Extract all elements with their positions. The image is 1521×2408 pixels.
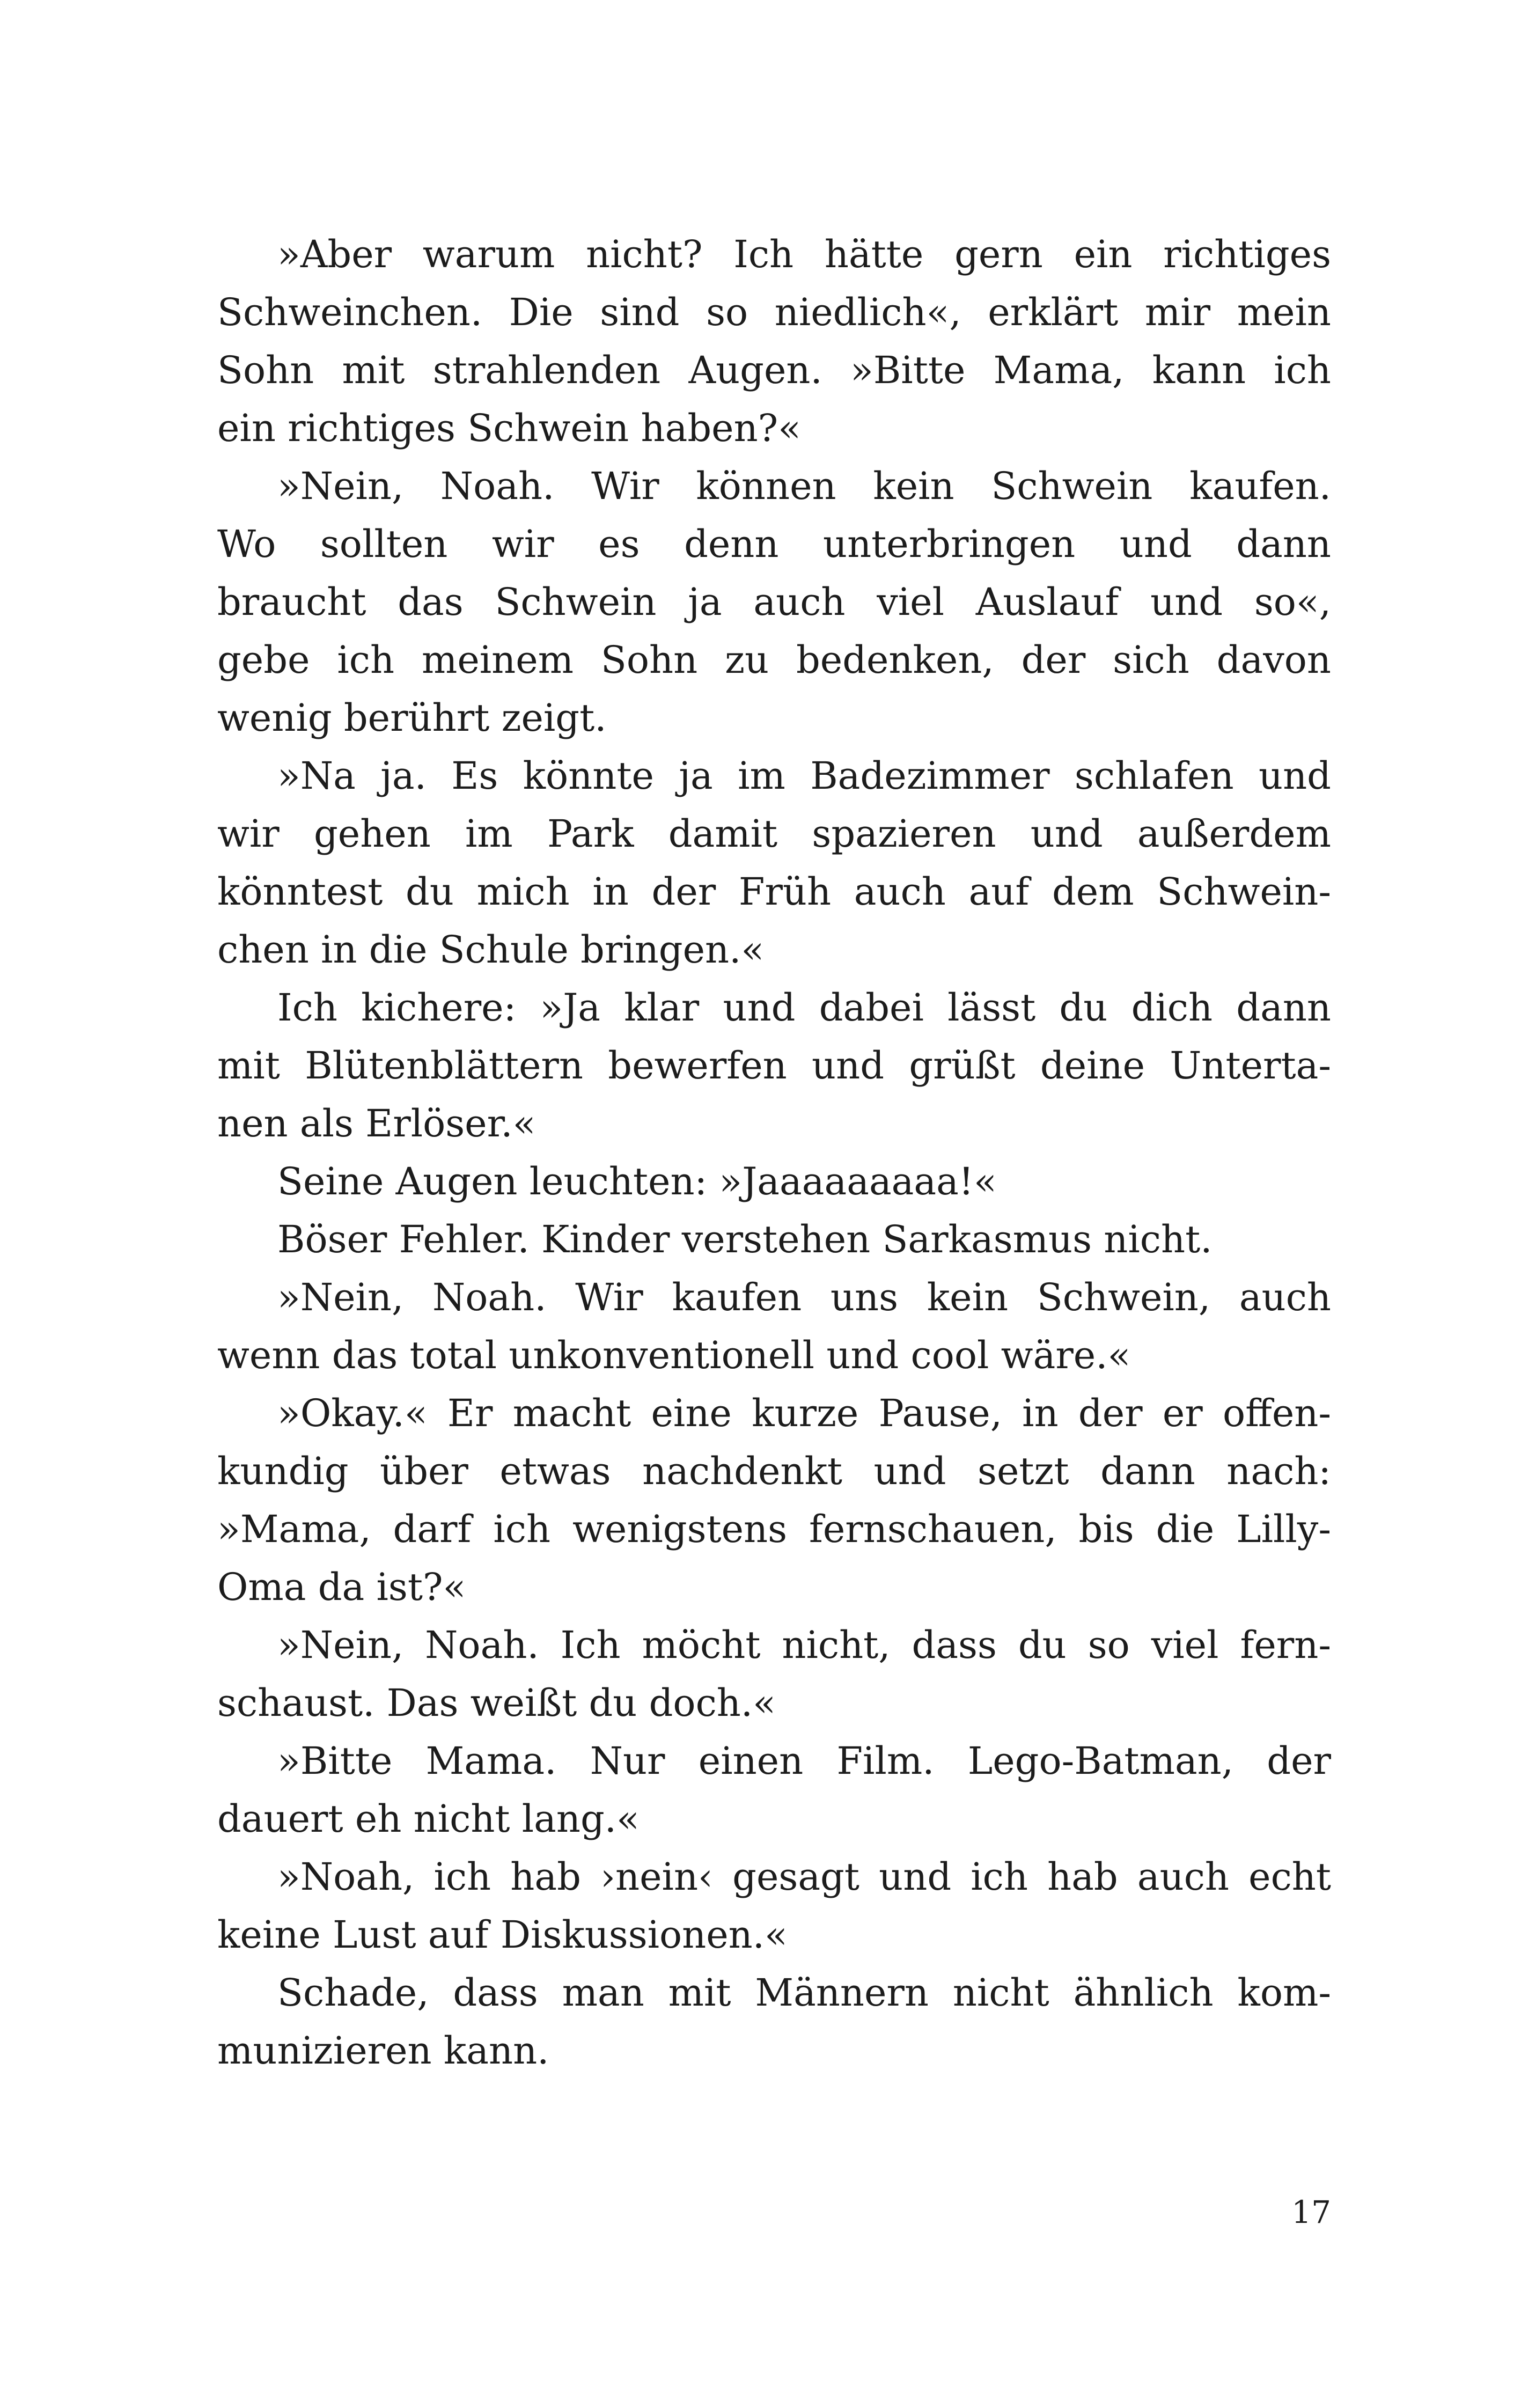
paragraph bbox=[217, 1964, 1331, 2080]
paragraph bbox=[217, 225, 1331, 457]
text-line: »Nein, Noah. Wir können kein Schwein kaufen. bbox=[277, 464, 1331, 508]
page-number: 17 bbox=[1291, 2194, 1331, 2230]
text-line: dauert eh nicht lang.« bbox=[217, 1797, 640, 1841]
paragraph bbox=[217, 1268, 1331, 1384]
text-line: wenn das total unkonventionell und cool wäre.« bbox=[217, 1333, 1131, 1377]
text-line: Ich kichere: »Ja klar und dabei lässt du dich dann bbox=[277, 986, 1331, 1030]
paragraph bbox=[217, 1210, 1331, 1268]
text-line: Seine Augen leuchten: »Jaaaaaaaaa!« bbox=[277, 1159, 997, 1203]
text-line: braucht das Schwein ja auch viel Auslauf und so«, bbox=[217, 580, 1331, 624]
paragraph bbox=[217, 1152, 1331, 1210]
text-line: »Na ja. Es könnte ja im Badezimmer schlafen und bbox=[277, 754, 1331, 798]
text-line: chen in die Schule bringen.« bbox=[217, 928, 765, 972]
text-line: nen als Erlöser.« bbox=[217, 1102, 536, 1146]
text-line: Oma da ist?« bbox=[217, 1565, 466, 1609]
paragraph bbox=[217, 979, 1331, 1152]
text-line: wir gehen im Park damit spazieren und außerdem bbox=[217, 812, 1331, 856]
text-line: schaust. Das weißt du doch.« bbox=[217, 1681, 776, 1725]
text-line: »Bitte Mama. Nur einen Film. Lego-Batman, der bbox=[277, 1739, 1331, 1783]
paragraph bbox=[217, 1732, 1331, 1848]
text-line: »Okay.« Er macht eine kurze Pause, in der er offen- bbox=[277, 1391, 1331, 1435]
text-block bbox=[217, 225, 1331, 2080]
text-line: mit Blütenblättern bewerfen und grüßt deine Unterta- bbox=[217, 1044, 1331, 1088]
text-line: kundig über etwas nachdenkt und setzt dann nach: bbox=[217, 1449, 1331, 1493]
text-line: »Noah, ich hab ›nein‹ gesagt und ich hab auch echt bbox=[277, 1855, 1331, 1899]
text-line: »Mama, darf ich wenigstens fernschauen, bis die Lilly- bbox=[217, 1507, 1331, 1551]
text-line: Wo sollten wir es denn unterbringen und dann bbox=[217, 522, 1331, 566]
paragraph bbox=[217, 1616, 1331, 1732]
text-line: gebe ich meinem Sohn zu bedenken, der sich davon bbox=[217, 638, 1331, 682]
paragraph bbox=[217, 1848, 1331, 1964]
text-line: »Aber warum nicht? Ich hätte gern ein richtiges bbox=[277, 232, 1331, 276]
text-line: Schweinchen. Die sind so niedlich«, erklärt mir mein bbox=[217, 290, 1331, 334]
text-line: keine Lust auf Diskussionen.« bbox=[217, 1913, 788, 1957]
text-line: »Nein, Noah. Ich möcht nicht, dass du so viel fern- bbox=[277, 1623, 1331, 1667]
paragraph bbox=[217, 1384, 1331, 1616]
text-line: Schade, dass man mit Männern nicht ähnlich kom- bbox=[277, 1971, 1331, 2015]
paragraph bbox=[217, 457, 1331, 747]
text-line: ein richtiges Schwein haben?« bbox=[217, 406, 802, 450]
paragraph bbox=[217, 747, 1331, 979]
text-line: wenig berührt zeigt. bbox=[217, 696, 607, 740]
text-line: könntest du mich in der Früh auch auf dem Schwein- bbox=[217, 870, 1331, 914]
text-line: »Nein, Noah. Wir kaufen uns kein Schwein, auch bbox=[277, 1275, 1331, 1319]
text-line: munizieren kann. bbox=[217, 2029, 549, 2073]
text-line: Böser Fehler. Kinder verstehen Sarkasmus nicht. bbox=[277, 1217, 1213, 1261]
text-line: Sohn mit strahlenden Augen. »Bitte Mama, kann ich bbox=[217, 348, 1331, 392]
